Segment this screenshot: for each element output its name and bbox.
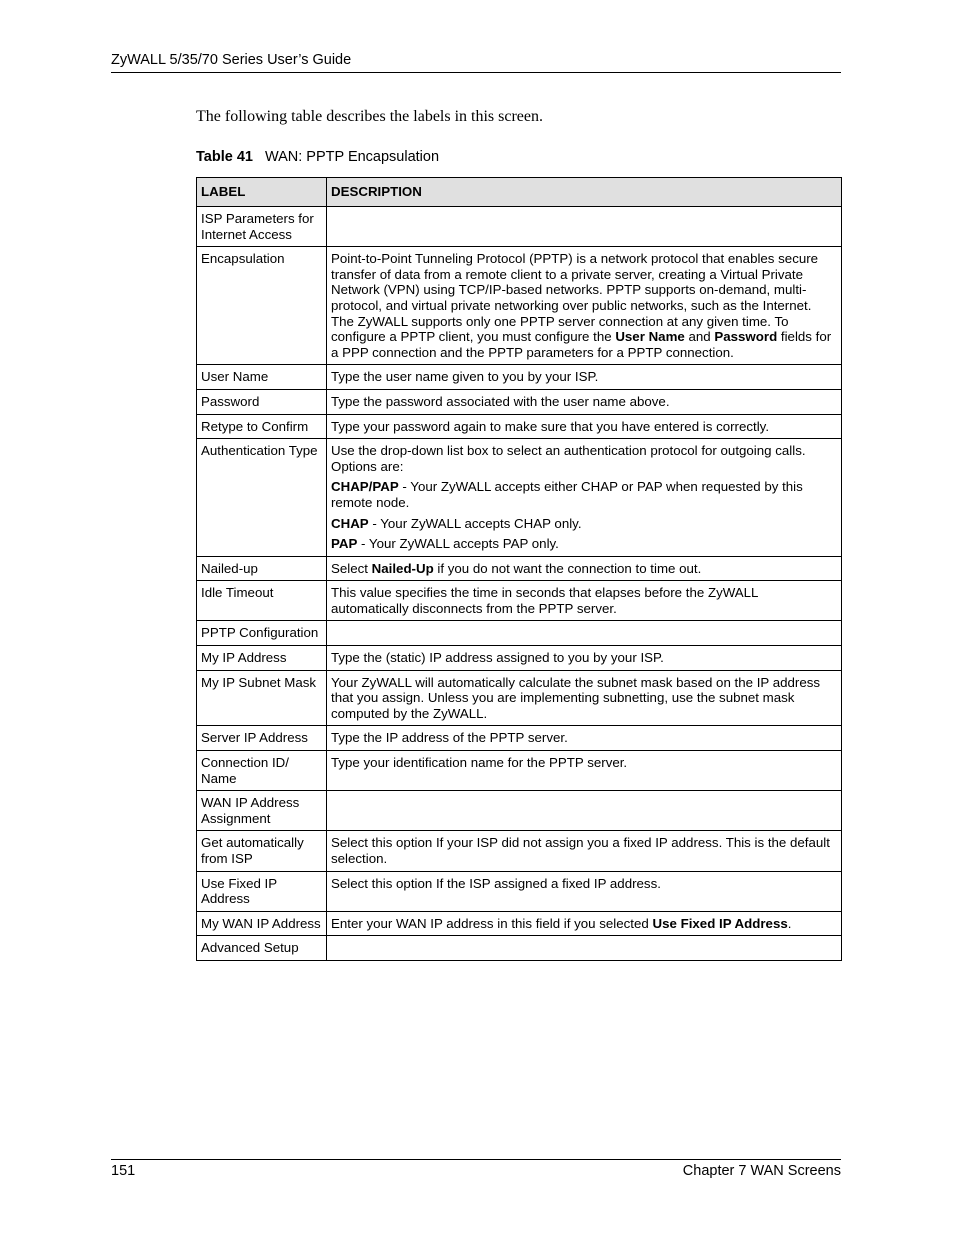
table-row (197, 621, 842, 646)
row-description (327, 414, 842, 439)
description-text: Type the password associated with the user name above. (331, 393, 670, 409)
description-column-header: DESCRIPTION (327, 178, 842, 207)
description-paragraph (331, 536, 837, 552)
description-text: Select this option If your ISP did not assign you a fixed IP address. This is the default selection. (331, 835, 830, 866)
table-row (197, 871, 842, 911)
row-description (327, 439, 842, 557)
table-row (197, 365, 842, 390)
table-row (197, 726, 842, 751)
table-row (197, 389, 842, 414)
table-row (197, 414, 842, 439)
row-description (327, 389, 842, 414)
row-label: WAN IP Address Assignment (197, 791, 327, 831)
row-label: Encapsulation (197, 247, 327, 365)
description-paragraph (331, 675, 837, 722)
row-label: My IP Subnet Mask (197, 670, 327, 726)
description-paragraph (331, 516, 837, 532)
row-label: Retype to Confirm (197, 414, 327, 439)
description-paragraph (331, 730, 837, 746)
emphasized-term: CHAP (331, 515, 369, 531)
description-text: Type the (static) IP address assigned to you by your ISP. (331, 650, 664, 666)
description-paragraph (331, 369, 837, 385)
description-text: Type the user name given to you by your ISP. (331, 369, 599, 385)
page-number: 151 (111, 1163, 136, 1179)
description-paragraph (331, 394, 837, 410)
description-text: This value specifies the time in seconds that elapses before the ZyWALL automatically disconnects from the PPTP server. (331, 585, 758, 616)
description-text: . (787, 915, 792, 931)
row-label: Authentication Type (197, 439, 327, 557)
table-row (197, 247, 842, 365)
row-label: Connection ID/ Name (197, 751, 327, 791)
chapter-title: Chapter 7 WAN Screens (682, 1163, 841, 1179)
row-label: Get automatically from ISP (197, 831, 327, 871)
table-header-row (197, 178, 842, 207)
table-row (197, 751, 842, 791)
row-label: ISP Parameters for Internet Access (197, 207, 327, 247)
row-description (327, 726, 842, 751)
table-row (197, 439, 842, 557)
description-paragraph (331, 876, 837, 892)
emphasized-term: Password (714, 329, 778, 345)
label-description-table (196, 177, 842, 961)
description-paragraph (331, 585, 837, 616)
emphasized-term: PAP (331, 536, 358, 552)
table-number: Table 41 (196, 149, 253, 165)
description-text: - Your ZyWALL accepts either CHAP or PAP when requested by this remote node. (331, 479, 803, 510)
emphasized-term: Use Fixed IP Address (652, 915, 788, 931)
row-label: Advanced Setup (197, 936, 327, 961)
description-text: Type your password again to make sure that you have entered is correctly. (331, 418, 770, 434)
table-row (197, 911, 842, 936)
row-description (327, 670, 842, 726)
row-description (327, 646, 842, 671)
table-caption (196, 149, 439, 165)
row-description (327, 621, 842, 646)
table-row (197, 207, 842, 247)
guide-title: ZyWALL 5/35/70 Series User’s Guide (111, 52, 352, 68)
table-row (197, 791, 842, 831)
row-description (327, 911, 842, 936)
running-header (111, 52, 841, 73)
table-body (197, 207, 842, 961)
label-column-header: LABEL (197, 178, 327, 207)
table-row (197, 581, 842, 621)
row-label: My WAN IP Address (197, 911, 327, 936)
description-text: Enter your WAN IP address in this field if you selected (331, 915, 653, 931)
description-paragraph (331, 916, 837, 932)
table-row (197, 556, 842, 581)
emphasized-term: Nailed-Up (371, 560, 434, 576)
description-text: Your ZyWALL will automatically calculate the subnet mask based on the IP address that you assign. Unless you are implementing subnetting, use the subnet mask computed by the ZyWALL. (331, 674, 821, 721)
description-text: Point-to-Point Tunneling Protocol (PPTP) is a network protocol that enables secure transfer of data from a remote client to a private server, creating a Virtual Private Network (VPN) using TCP/IP-based networks. PPTP supports on-demand, multi-protocol, and virtual private networking over public networks, such as the Internet. The ZyWALL supports only one PPTP server connection at any given time. To configure a PPTP client, you must configure the (331, 251, 819, 345)
table-row (197, 831, 842, 871)
row-description (327, 936, 842, 961)
description-paragraph (331, 443, 837, 474)
description-paragraph (331, 561, 837, 577)
description-text: - Your ZyWALL accepts PAP only. (357, 536, 559, 552)
description-text: Type your identification name for the PPTP server. (331, 755, 628, 771)
row-description (327, 791, 842, 831)
description-paragraph (331, 419, 837, 435)
row-label: Idle Timeout (197, 581, 327, 621)
description-paragraph (331, 755, 837, 771)
intro-text: The following table describes the labels in this screen. (196, 108, 544, 125)
emphasized-term: User Name (615, 329, 685, 345)
description-text: Use the drop-down list box to select an authentication protocol for outgoing calls. Options are: (331, 443, 806, 474)
row-description (327, 581, 842, 621)
row-description (327, 247, 842, 365)
table-row (197, 670, 842, 726)
description-paragraph (331, 835, 837, 866)
description-text: fields for a PPP connection and the PPTP parameters for a PPTP connection. (331, 329, 832, 360)
row-label: Server IP Address (197, 726, 327, 751)
row-description (327, 871, 842, 911)
row-label: User Name (197, 365, 327, 390)
description-text: - Your ZyWALL accepts CHAP only. (368, 515, 582, 531)
row-label: My IP Address (197, 646, 327, 671)
row-description (327, 751, 842, 791)
table-row (197, 936, 842, 961)
description-text: Select this option If the ISP assigned a fixed IP address. (331, 875, 661, 891)
table-title: WAN: PPTP Encapsulation (264, 149, 440, 165)
description-text: if you do not want the connection to time out. (433, 560, 702, 576)
description-text: Select (331, 560, 372, 576)
row-label: Password (197, 389, 327, 414)
description-paragraph (331, 251, 837, 360)
table-row (197, 646, 842, 671)
row-description (327, 556, 842, 581)
row-description (327, 365, 842, 390)
description-paragraph (331, 479, 837, 510)
row-label: PPTP Configuration (197, 621, 327, 646)
emphasized-term: CHAP/PAP (331, 479, 399, 495)
row-description (327, 207, 842, 247)
description-paragraph (331, 650, 837, 666)
page-footer (111, 1159, 841, 1179)
row-description (327, 831, 842, 871)
row-label: Use Fixed IP Address (197, 871, 327, 911)
description-text: Type the IP address of the PPTP server. (331, 730, 568, 746)
description-text: and (684, 329, 715, 345)
row-label: Nailed-up (197, 556, 327, 581)
